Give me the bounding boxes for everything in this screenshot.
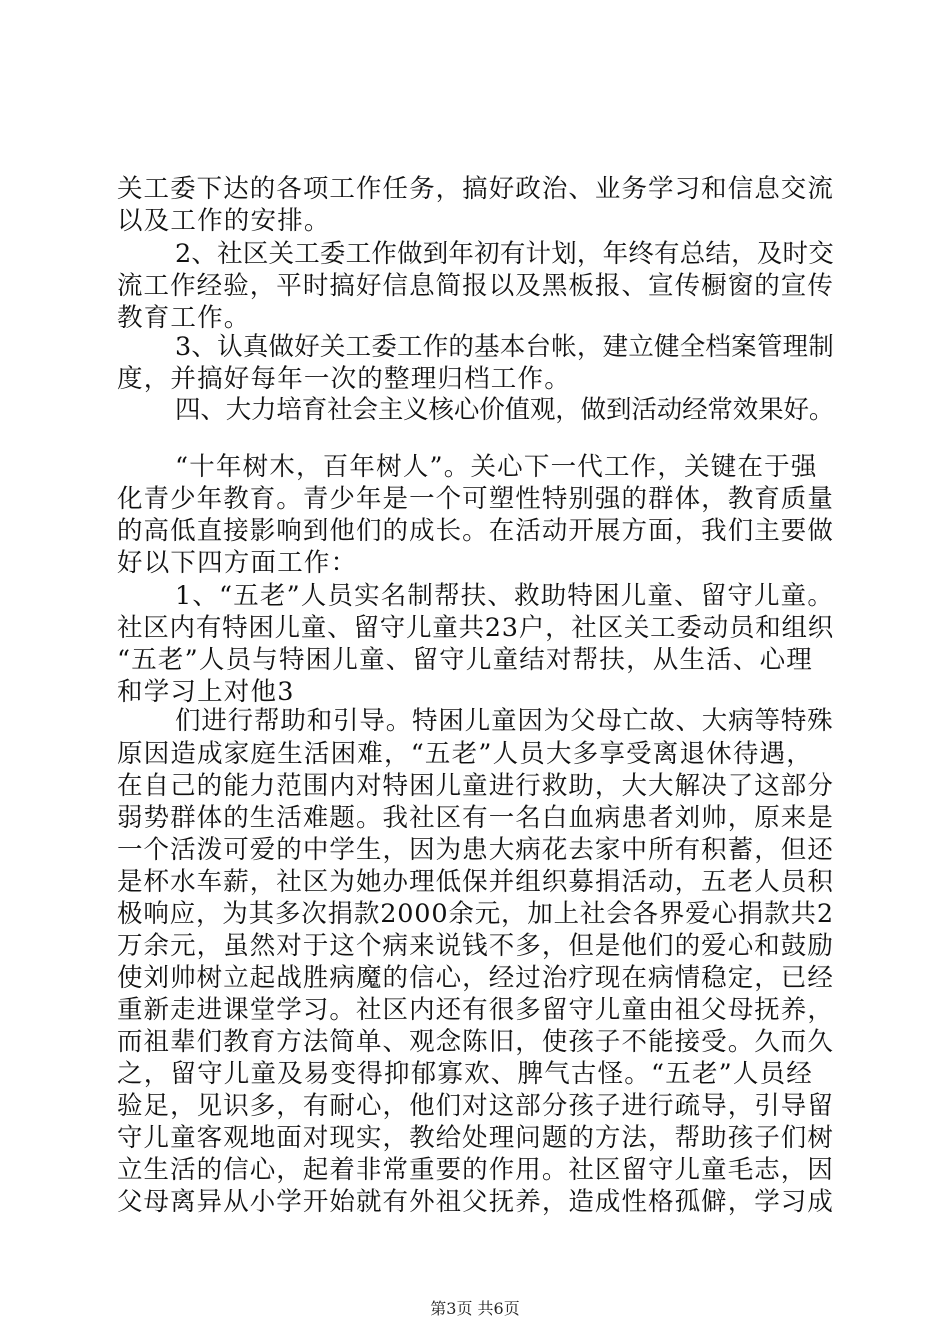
text-line: 四、大力培育社会主义核心价值观，做到活动经常效果好。 [175, 395, 835, 425]
text-line: 好以下四方面工作： [117, 548, 358, 578]
text-line: 1、“五老”人员实名制帮扶、救助特困儿童、留守儿童。 [175, 581, 834, 611]
text-line: 教育工作。 [117, 303, 251, 333]
text-line: 以及工作的安排。 [117, 206, 331, 236]
text-line: “五老”人员与特困儿童、留守儿童结对帮扶，从生活、心理 [117, 645, 813, 675]
text-line: 在自己的能力范围内对特困儿童进行救助，大大解决了这部分 [117, 771, 834, 801]
text-line: “十年树木，百年树人”。关心下一代工作，关键在于强 [175, 452, 818, 482]
text-line: 化青少年教育。青少年是一个可塑性特别强的群体，教育质量 [117, 484, 834, 514]
text-line: 弱势群体的生活难题。我社区有一名白血病患者刘帅，原来是 [117, 803, 834, 833]
text-line: 而祖辈们教育方法简单、观念陈旧，使孩子不能接受。久而久 [117, 1027, 834, 1057]
text-line: 一个活泼可爱的中学生，因为患大病花去家中所有积蓄，但还 [117, 835, 834, 865]
text-line: 原因造成家庭生活困难，“五老”人员大多享受离退休待遇， [117, 739, 813, 769]
text-line: 们进行帮助和引导。特困儿童因为父母亡故、大病等特殊 [175, 706, 834, 736]
text-line: 流工作经验，平时搞好信息简报以及黑板报、宣传橱窗的宣传 [117, 271, 834, 301]
text-line: 使刘帅树立起战胜病魔的信心，经过治疗现在病情稳定，已经 [117, 963, 834, 993]
text-line: 2、社区关工委工作做到年初有计划，年终有总结，及时交 [175, 239, 834, 269]
text-line: 的高低直接影响到他们的成长。在活动开展方面，我们主要做 [117, 516, 834, 546]
text-line: 3、认真做好关工委工作的基本台帐，建立健全档案管理制 [175, 332, 834, 362]
text-line: 之，留守儿童及易变得抑郁寡欢、脾气古怪。“五老”人员经 [117, 1059, 813, 1089]
page-number-footer: 第3页 共6页 [430, 1299, 520, 1318]
text-line: 父母离异从小学开始就有外祖父抚养，造成性格孤僻，学习成 [117, 1187, 834, 1217]
text-line: 极响应，为其多次捐款2000余元，加上社会各界爱心捐款共2 [117, 899, 834, 929]
text-line: 守儿童客观地面对现实，教给处理问题的方法，帮助孩子们树 [117, 1123, 834, 1153]
text-line: 度，并搞好每年一次的整理归档工作。 [117, 364, 571, 394]
text-line: 社区内有特困儿童、留守儿童共23户，社区关工委动员和组织 [117, 613, 835, 643]
text-line: 关工委下达的各项工作任务，搞好政治、业务学习和信息交流 [117, 174, 834, 204]
text-line: 和学习上对他3 [117, 677, 295, 707]
text-line: 重新走进课堂学习。社区内还有很多留守儿童由祖父母抚养， [117, 995, 834, 1025]
text-line: 万余元，虽然对于这个病来说钱不多，但是他们的爱心和鼓励 [117, 931, 834, 961]
text-line: 立生活的信心，起着非常重要的作用。社区留守儿童毛志，因 [117, 1155, 834, 1185]
text-line: 是杯水车薪，社区为她办理低保并组织募捐活动，五老人员积 [117, 867, 834, 897]
text-line: 验足，见识多，有耐心，他们对这部分孩子进行疏导，引导留 [117, 1091, 834, 1121]
